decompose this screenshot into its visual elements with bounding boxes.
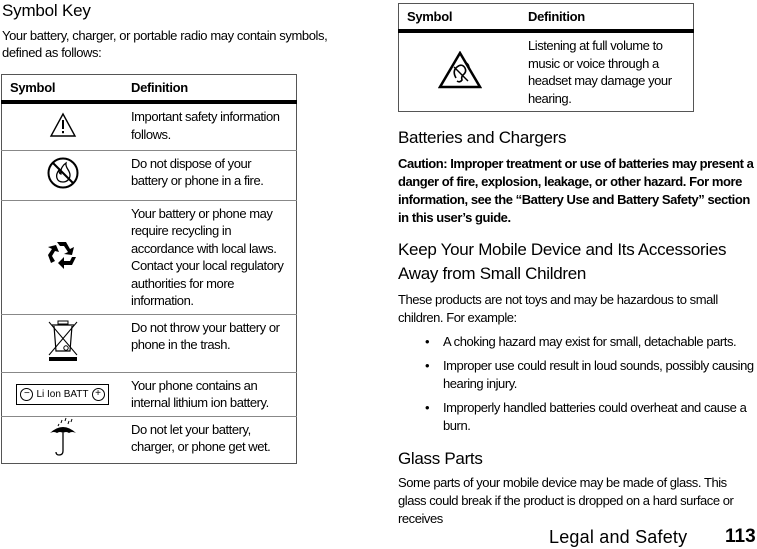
list-item: • Improper use could result in loud sounds, possibly causing hearing injury. (398, 357, 756, 393)
table-row (2, 150, 297, 200)
minus-terminal-icon: − (20, 388, 33, 401)
definition-cell: Listening at full volume to music or voice through a headset may damage your hearing. (520, 31, 694, 112)
warning-triangle-icon (49, 126, 77, 141)
symbol-cell (2, 372, 124, 416)
list-item: • A choking hazard may exist for small, detachable parts. (398, 333, 756, 351)
symbol-cell (2, 102, 124, 150)
symbol-cell (2, 150, 124, 200)
children-intro: These products are not toys and may be hazardous to small children. For example: (398, 292, 718, 325)
glass-heading: Glass Parts (398, 449, 483, 468)
symbol-table-header (2, 75, 297, 103)
definition-column-header: Definition (123, 75, 297, 103)
children-heading: Keep Your Mobile Device and Its Accessories Away from Small Children (398, 240, 727, 283)
symbol-table-continued (398, 3, 694, 112)
no-fire-icon (46, 178, 80, 193)
table-row (2, 102, 297, 150)
symbol-column-header: Symbol (2, 75, 124, 103)
symbol-cell (2, 200, 124, 314)
symbol-table-header (399, 4, 694, 32)
symbol-cell (2, 314, 124, 372)
symbol-cell (399, 31, 521, 112)
table-row (399, 31, 694, 112)
battery-label: Li Ion BATT (36, 388, 89, 400)
definition-cell: Do not throw your battery or phone in the trash. (123, 314, 297, 372)
recycle-icon (46, 259, 80, 274)
crossed-trash-bin-icon (46, 351, 80, 366)
table-row (2, 416, 297, 463)
table-row (2, 200, 297, 314)
definition-cell: Your battery or phone may require recycling in accordance with local laws. Contact your local regulatory authorities for more information. (123, 200, 297, 314)
symbol-table (1, 74, 297, 464)
symbol-column-header: Symbol (399, 4, 521, 32)
li-ion-battery-icon (16, 384, 108, 406)
table-row (2, 372, 297, 416)
symbol-key-intro: Your battery, charger, or portable radio may contain symbols, defined as follows: (2, 28, 328, 60)
glass-text: Some parts of your mobile device may be made of glass. This glass could break if the product is dropped on a hard surface or receives (398, 475, 734, 526)
children-hazard-list (398, 333, 756, 441)
symbol-cell (2, 416, 124, 463)
definition-column-header: Definition (520, 4, 694, 32)
footer-section-title: Legal and Safety (549, 527, 688, 547)
plus-terminal-icon: + (92, 388, 105, 401)
page-number: 113 (725, 526, 756, 547)
hearing-warning-icon (438, 77, 482, 92)
page-title: Symbol Key (2, 1, 91, 20)
batteries-heading: Batteries and Chargers (398, 128, 567, 147)
definition-cell: Important safety information follows. (123, 102, 297, 150)
umbrella-rain-icon (48, 445, 78, 460)
definition-cell: Do not let your battery, charger, or phone get wet. (123, 416, 297, 463)
definition-cell: Your phone contains an internal lithium ion battery. (123, 372, 297, 416)
list-item: • Improperly handled batteries could overheat and cause a burn. (398, 399, 756, 435)
table-row (2, 314, 297, 372)
definition-cell: Do not dispose of your battery or phone in a fire. (123, 150, 297, 200)
batteries-caution: Caution: Improper treatment or use of batteries may present a danger of fire, explosion, leakage, or other hazard. For more information, see the “Battery Use and Battery Safety” section in this user’s guide. (398, 156, 754, 225)
